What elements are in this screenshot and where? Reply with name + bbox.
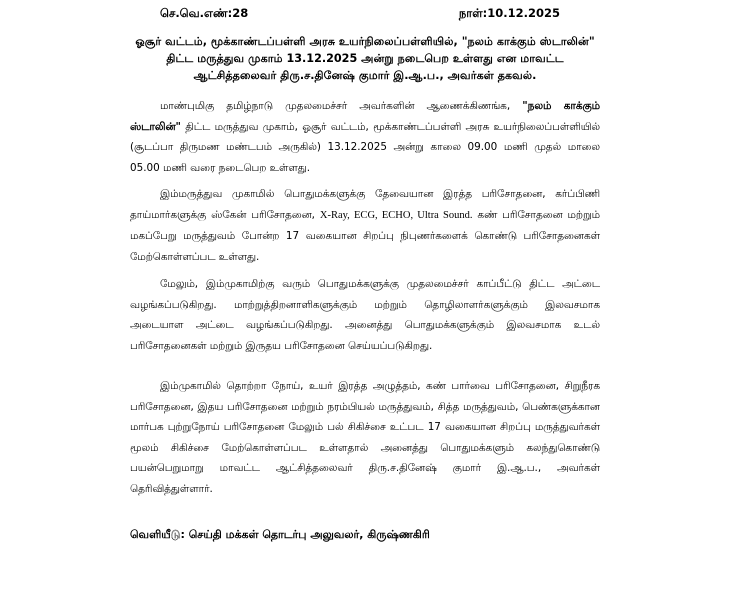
paragraph-2-intro: இம்மருத்துவ முகாமில் பொதுமக்களுக்கு தேவையான இரத்த பரிசோதனை, கர்ப்பிணி தாய்மார்களுக்கு ஸ்கேன் பரிசோதனை, bbox=[130, 188, 600, 221]
press-release-title: ஓசூர் வட்டம், மூக்காண்டப்பள்ளி அரசு உயர்நிலைப்பள்ளியில், "நலம் காக்கும் ஸ்டாலின்" திட்ட மருத்துவ முகாம் 13.12.2025 அன்று நடைபெற உள்ளது என மாவட்ட ஆட்சித்தலைவர் திரு.ச.தினேஷ் குமார் இ.ஆ.ப., அவர்கள் தகவல். bbox=[135, 35, 595, 82]
publisher-footer: வெளியீடு: செய்தி மக்கள் தொடர்பு அலுவலர், கிருஷ்ணகிரி bbox=[130, 528, 430, 541]
header-row bbox=[160, 6, 560, 22]
paragraph-1-body: திட்ட மருத்துவ முகாம், ஓசூர் வட்டம், மூக்காண்டப்பள்ளி அரசு உயர்நிலைப்பள்ளியில் (சூடப்பா திருமண மண்டபம் அருகில்) 13.12.2025 அன்று காலை 09.00 மணி முதல் மாலை 05.00 மணி வரை நடைபெற உள்ளது. bbox=[130, 120, 600, 174]
paragraph-4: இம்முகாமில் தொற்றா நோய், உயர் இரத்த அழுத்தம், கண் பார்வை பரிசோதனை, சிறுநீரக பரிசோதனை, இதய பரிசோதனை மற்றும் நரம்பியல் மருத்துவம், சித்த மருத்துவம், பெண்களுக்கான மார்பக புற்றுநோய் பரிசோதனை மேலும் பல் சிகிச்சை உட்பட 17 வகையான சிறப்பு மருத்துவர்கள் மூலம் சிகிச்சை மேற்கொள்ளப்பட உள்ளதால் அனைத்து பொதுமக்களும் கலந்துகொண்டு பயன்பெறுமாறு மாவட்ட ஆட்சித்தலைவர் திரு.ச.தினேஷ் குமார் இ.ஆ.ப., அவர்கள் தெரிவித்துள்ளார். bbox=[130, 380, 600, 495]
release-date: நாள்:10.12.2025 bbox=[458, 6, 560, 20]
paragraph-1 bbox=[130, 96, 600, 178]
paragraph-1-intro: மாண்புமிகு தமிழ்நாடு முதலமைச்சர் அவர்களின் ஆணைக்கிணங்க, bbox=[160, 100, 523, 112]
scheme-name: "நலம் காக்கும் ஸ்டாலின்" bbox=[130, 100, 600, 133]
paragraph-2-body: கண் பரிசோதனை மற்றும் மகப்பேறு மருத்துவம் போன்ற 17 வகையான சிறப்பு நிபுணர்களைக் கொண்டு பரிசோதனைகள் மேற்கொள்ளப்பட உள்ளது. bbox=[130, 208, 600, 263]
test-list-english: X-Ray, ECG, ECHO, Ultra Sound. bbox=[319, 209, 473, 221]
reference-number: செ.வெ.எண்:28 bbox=[160, 6, 249, 20]
paragraph-2 bbox=[130, 184, 600, 267]
paragraph-3: மேலும், இம்முகாமிற்கு வரும் பொதுமக்களுக்கு முதலமைச்சர் காப்பீட்டு திட்ட அட்டை வழங்கப்படுகிறது. மாற்றுத்திறனாளிகளுக்கும் மற்றும் தொழிலாளர்களுக்கும் இலவசமாக அடையாள அட்டை வழங்கப்படுகிறது. அனைத்து பொதுமக்களுக்கும் இலவசமாக உடல் பரிசோதனைகள் மற்றும் இருதய பரிசோதனை செய்யப்படுகிறது. bbox=[130, 278, 600, 352]
